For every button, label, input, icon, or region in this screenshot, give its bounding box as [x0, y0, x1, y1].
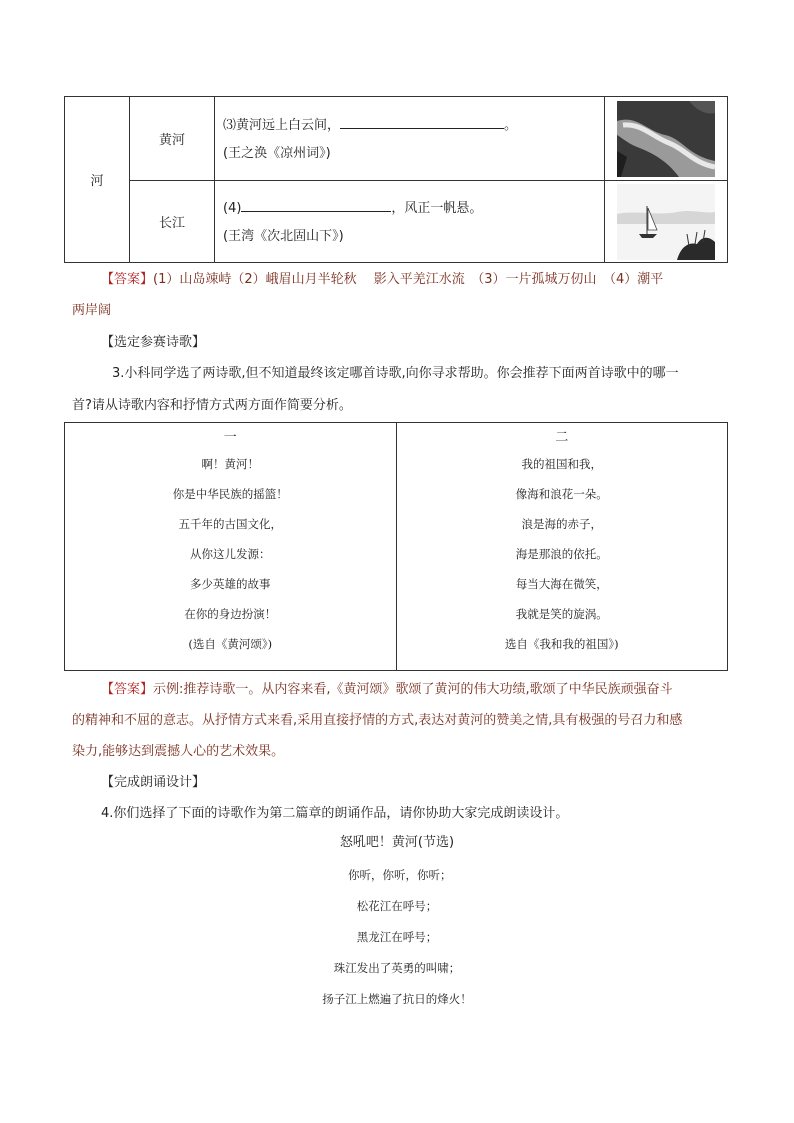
poem-line: 我就是笑的旋涡。 — [515, 607, 608, 621]
poem-line: 像海和浪花一朵。 — [515, 487, 608, 501]
answer-1-line-2: 两岸阔 — [72, 303, 112, 318]
poem-source: 选自《我和我的祖国》) — [504, 637, 619, 651]
image-cell — [605, 97, 728, 181]
poem-line: 啊！黄河！ — [201, 457, 259, 471]
poem-source: (王之涣《凉州词》) — [223, 145, 331, 161]
poem-line: 五千年的古国文化， — [178, 517, 282, 531]
poem-comparison-table — [64, 422, 728, 671]
river-name-cell — [130, 181, 215, 263]
poem-3-line: 松花江在呼号； — [356, 899, 438, 913]
poem-3-title: 怒吼吧！黄河(节选) — [339, 835, 455, 850]
poem-line: 多少英雄的故事 — [190, 577, 271, 591]
answer-2-line-3: 染力,能够达到震撼人心的艺术效果。 — [72, 744, 285, 759]
poem-3-line: 扬子江上燃遍了抗日的烽火！ — [322, 992, 472, 1006]
poem-line: 从你这儿发源： — [190, 547, 271, 561]
poem-line: 你是中华民族的摇篮！ — [172, 487, 288, 501]
image-cell — [605, 181, 728, 263]
fill-blank-line: (4) ，风正一帆悬。 — [223, 197, 604, 219]
river-name: 长江 — [158, 216, 185, 231]
section-heading-recitation: 【完成朗诵设计】 — [101, 775, 206, 790]
poem-line: 浪是海的赤子， — [521, 517, 602, 531]
poem-3-line: 珠江发出了英勇的叫啸； — [333, 961, 461, 975]
poem-source: (王湾《次北固山下》) — [223, 228, 344, 244]
river-name-cell — [130, 97, 215, 181]
poem-one-header: 一 — [223, 430, 237, 445]
poem-one-cell — [65, 423, 397, 671]
poem-3-line: 黑龙江在呼号； — [356, 930, 438, 944]
poem-two-cell — [396, 423, 728, 671]
poem-line: 海是那浪的依托。 — [515, 547, 608, 561]
question-3-line-2: 首?请从诗歌内容和抒情方式两方面作简要分析。 — [72, 398, 352, 413]
answer-blank[interactable] — [340, 114, 504, 129]
question-3-line-1: 3.小科同学选了两诗歌,但不知道最终该定哪首诗歌,向你寻求帮助。你会推荐下面两首诗歌中的哪一 — [112, 366, 679, 381]
fill-blank-line: ⑶黄河远上白云间， 。 — [223, 114, 604, 136]
question-4: 4.你们选择了下面的诗歌作为第二篇章的朗诵作品，请你协助大家完成朗读设计。 — [101, 806, 569, 821]
answer-1-line-1: 【答案】(1）山岛竦峙（2）峨眉山月半轮秋 影入平羌江水流 （3）一片孤城万仞山 （4）潮平 — [101, 272, 664, 287]
poem-line: 每当大海在微笑， — [515, 577, 608, 591]
answer-tag: 【答案】 — [101, 682, 154, 697]
answer-2-line-2: 的精神和不屈的意志。从抒情方式来看,采用直接抒情的方式,表达对黄河的赞美之情,具有极强的号召力和感 — [72, 713, 683, 728]
section-heading-select-poem: 【选定参赛诗歌】 — [101, 335, 206, 350]
category-cell — [65, 97, 130, 263]
river-poem-table — [64, 96, 728, 263]
answer-2-line-1: 【答案】示例:推荐诗歌一。从内容来看,《黄河颂》歌颂了黄河的伟大功绩,歌颂了中华民族顽强奋斗 — [101, 682, 673, 697]
poem-two-header: 二 — [555, 430, 569, 445]
category-label: 河 — [90, 174, 104, 189]
yellow-river-painting-image — [617, 101, 715, 177]
river-name: 黄河 — [158, 133, 185, 148]
answer-tag: 【答案】 — [101, 272, 154, 287]
poem-line: 我的祖国和我， — [521, 457, 602, 471]
poem-line-cell — [215, 97, 605, 181]
poem-3-line: 你听，你听，你听； — [348, 868, 452, 882]
poem-source: (选自《黄河颂》) — [188, 637, 273, 651]
poem-line-cell — [215, 181, 605, 263]
poem-line: 在你的身边扮演！ — [184, 607, 277, 621]
sailboat-painting-image — [617, 184, 715, 260]
answer-blank[interactable] — [241, 197, 391, 212]
